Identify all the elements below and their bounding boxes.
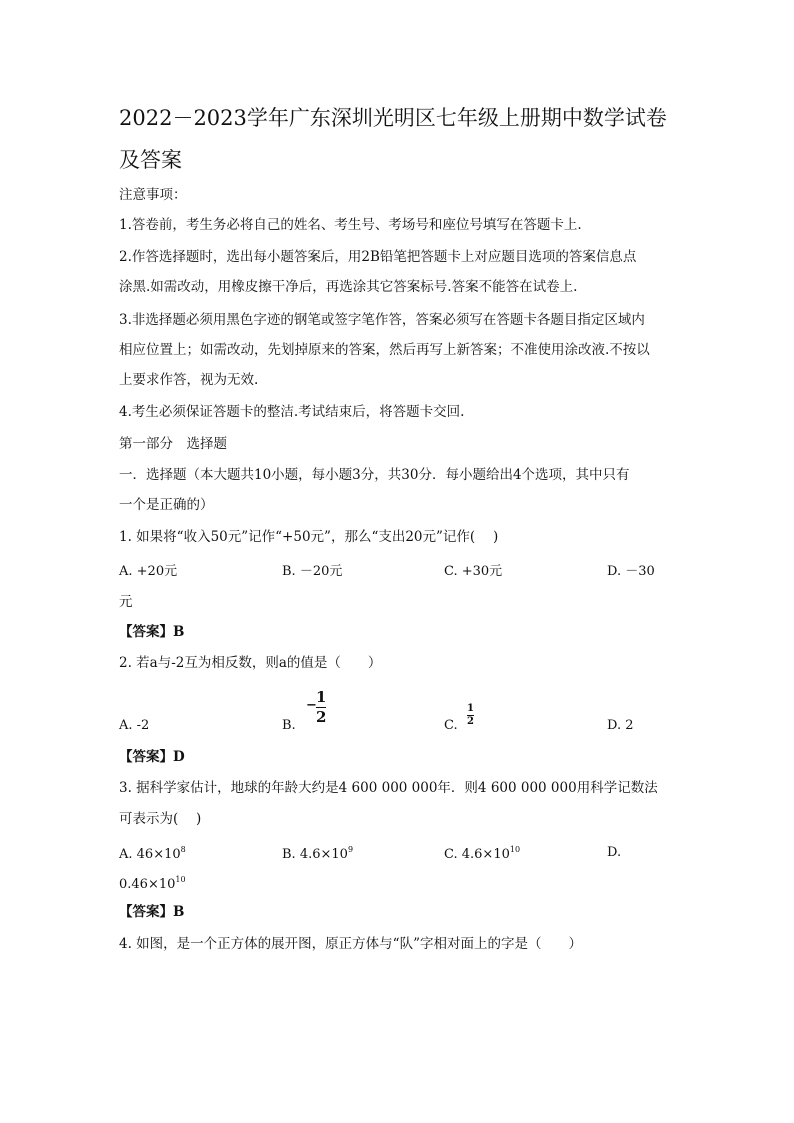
question-1-answer: 【答案】B (119, 624, 185, 640)
option-c-base: C. 4.6×10 (444, 847, 510, 862)
section-intro-line2: 一个是正确的） (119, 497, 214, 513)
question-2-option-b-minus-sign: − (306, 698, 317, 713)
fraction-numerator: 1 (316, 688, 327, 706)
option-d-base: 0.46×10 (119, 877, 176, 892)
question-1-option-d: D. －30 (607, 564, 655, 579)
note-4: 4.考生必须保证答题卡的整洁.考试结束后，将答题卡交回. (119, 404, 465, 420)
question-2-option-a: A. -2 (119, 718, 150, 733)
option-a-base: A. 46×10 (119, 847, 181, 862)
section-intro-line1: 一．选择题（本大题共10小题，每小题3分，共30分．每小题给出4个选项，其中只有 (119, 467, 630, 483)
question-3-option-c (444, 846, 520, 861)
note-3-line2: 相应位置上；如需改动，先划掉原来的答案，然后再写上新答案；不准使用涂改液.不按以 (119, 342, 650, 358)
notes-heading: 注意事项： (119, 187, 187, 203)
note-3-line3: 上要求作答，视为无效. (119, 372, 259, 388)
question-1-option-c: C. +30元 (444, 564, 503, 579)
document-title-line1: 2022－2023学年广东深圳光明区七年级上册期中数学试卷 (119, 106, 667, 130)
note-3-line1: 3.非选择题必须用黑色字迹的钢笔或签字笔作答，答案必须写在答题卡各题目指定区域内 (119, 312, 645, 328)
document-title-line2: 及答案 (119, 148, 182, 172)
note-2-line2: 涂黑.如需改动，用橡皮擦干净后，再选涂其它答案标号.答案不能答在试卷上. (119, 279, 578, 295)
question-3-option-b (282, 846, 353, 861)
question-2-answer: 【答案】D (119, 749, 185, 765)
question-4-stem: 4. 如图，是一个正方体的展开图，原正方体与“队”字相对面上的字是（ ） (119, 936, 582, 952)
question-3-stem-line2: 可表示为( ) (119, 811, 202, 827)
option-b-exponent: 9 (347, 845, 354, 854)
part-heading: 第一部分 选择题 (119, 436, 227, 452)
option-d-exponent: 10 (175, 875, 186, 884)
fraction-denominator: 2 (467, 716, 474, 727)
question-2-stem: 2. 若a与-2互为相反数，则a的值是（ ） (119, 655, 382, 671)
note-1: 1.答卷前，考生务必将自己的姓名、考生号、考场号和座位号填写在答题卡上. (119, 217, 582, 233)
question-2-option-b: B. (282, 718, 296, 733)
question-1-option-d-continued: 元 (119, 594, 133, 610)
option-b-base: B. 4.6×10 (282, 847, 348, 862)
question-3-option-a (119, 846, 186, 861)
question-2-option-d: D. 2 (607, 718, 634, 733)
question-1-option-b: B. －20元 (282, 564, 343, 579)
question-3-option-d: D. (607, 845, 622, 860)
question-2-option-c: C. (444, 718, 458, 733)
option-c-exponent: 10 (509, 845, 521, 854)
question-1-option-a: A. +20元 (119, 564, 178, 579)
question-1-stem: 1. 如果将“收入50元”记作“+50元”，那么“支出20元”记作( ) (119, 529, 499, 545)
question-3-answer: 【答案】B (119, 904, 185, 920)
fraction-denominator: 2 (316, 708, 327, 726)
question-3-option-d-continued (119, 876, 186, 891)
note-2-line1: 2.作答选择题时，选出每小题答案后，用2B铅笔把答题卡上对应题目选项的答案信息点 (119, 249, 637, 265)
fraction-numerator: 1 (467, 703, 474, 714)
question-2-option-c-fraction (467, 704, 474, 727)
option-a-exponent: 8 (180, 845, 186, 854)
question-3-stem-line1: 3. 据科学家估计，地球的年龄大约是4 600 000 000年．则4 600 000 000用科学记数法 (119, 780, 658, 796)
question-2-option-b-fraction (316, 690, 326, 725)
